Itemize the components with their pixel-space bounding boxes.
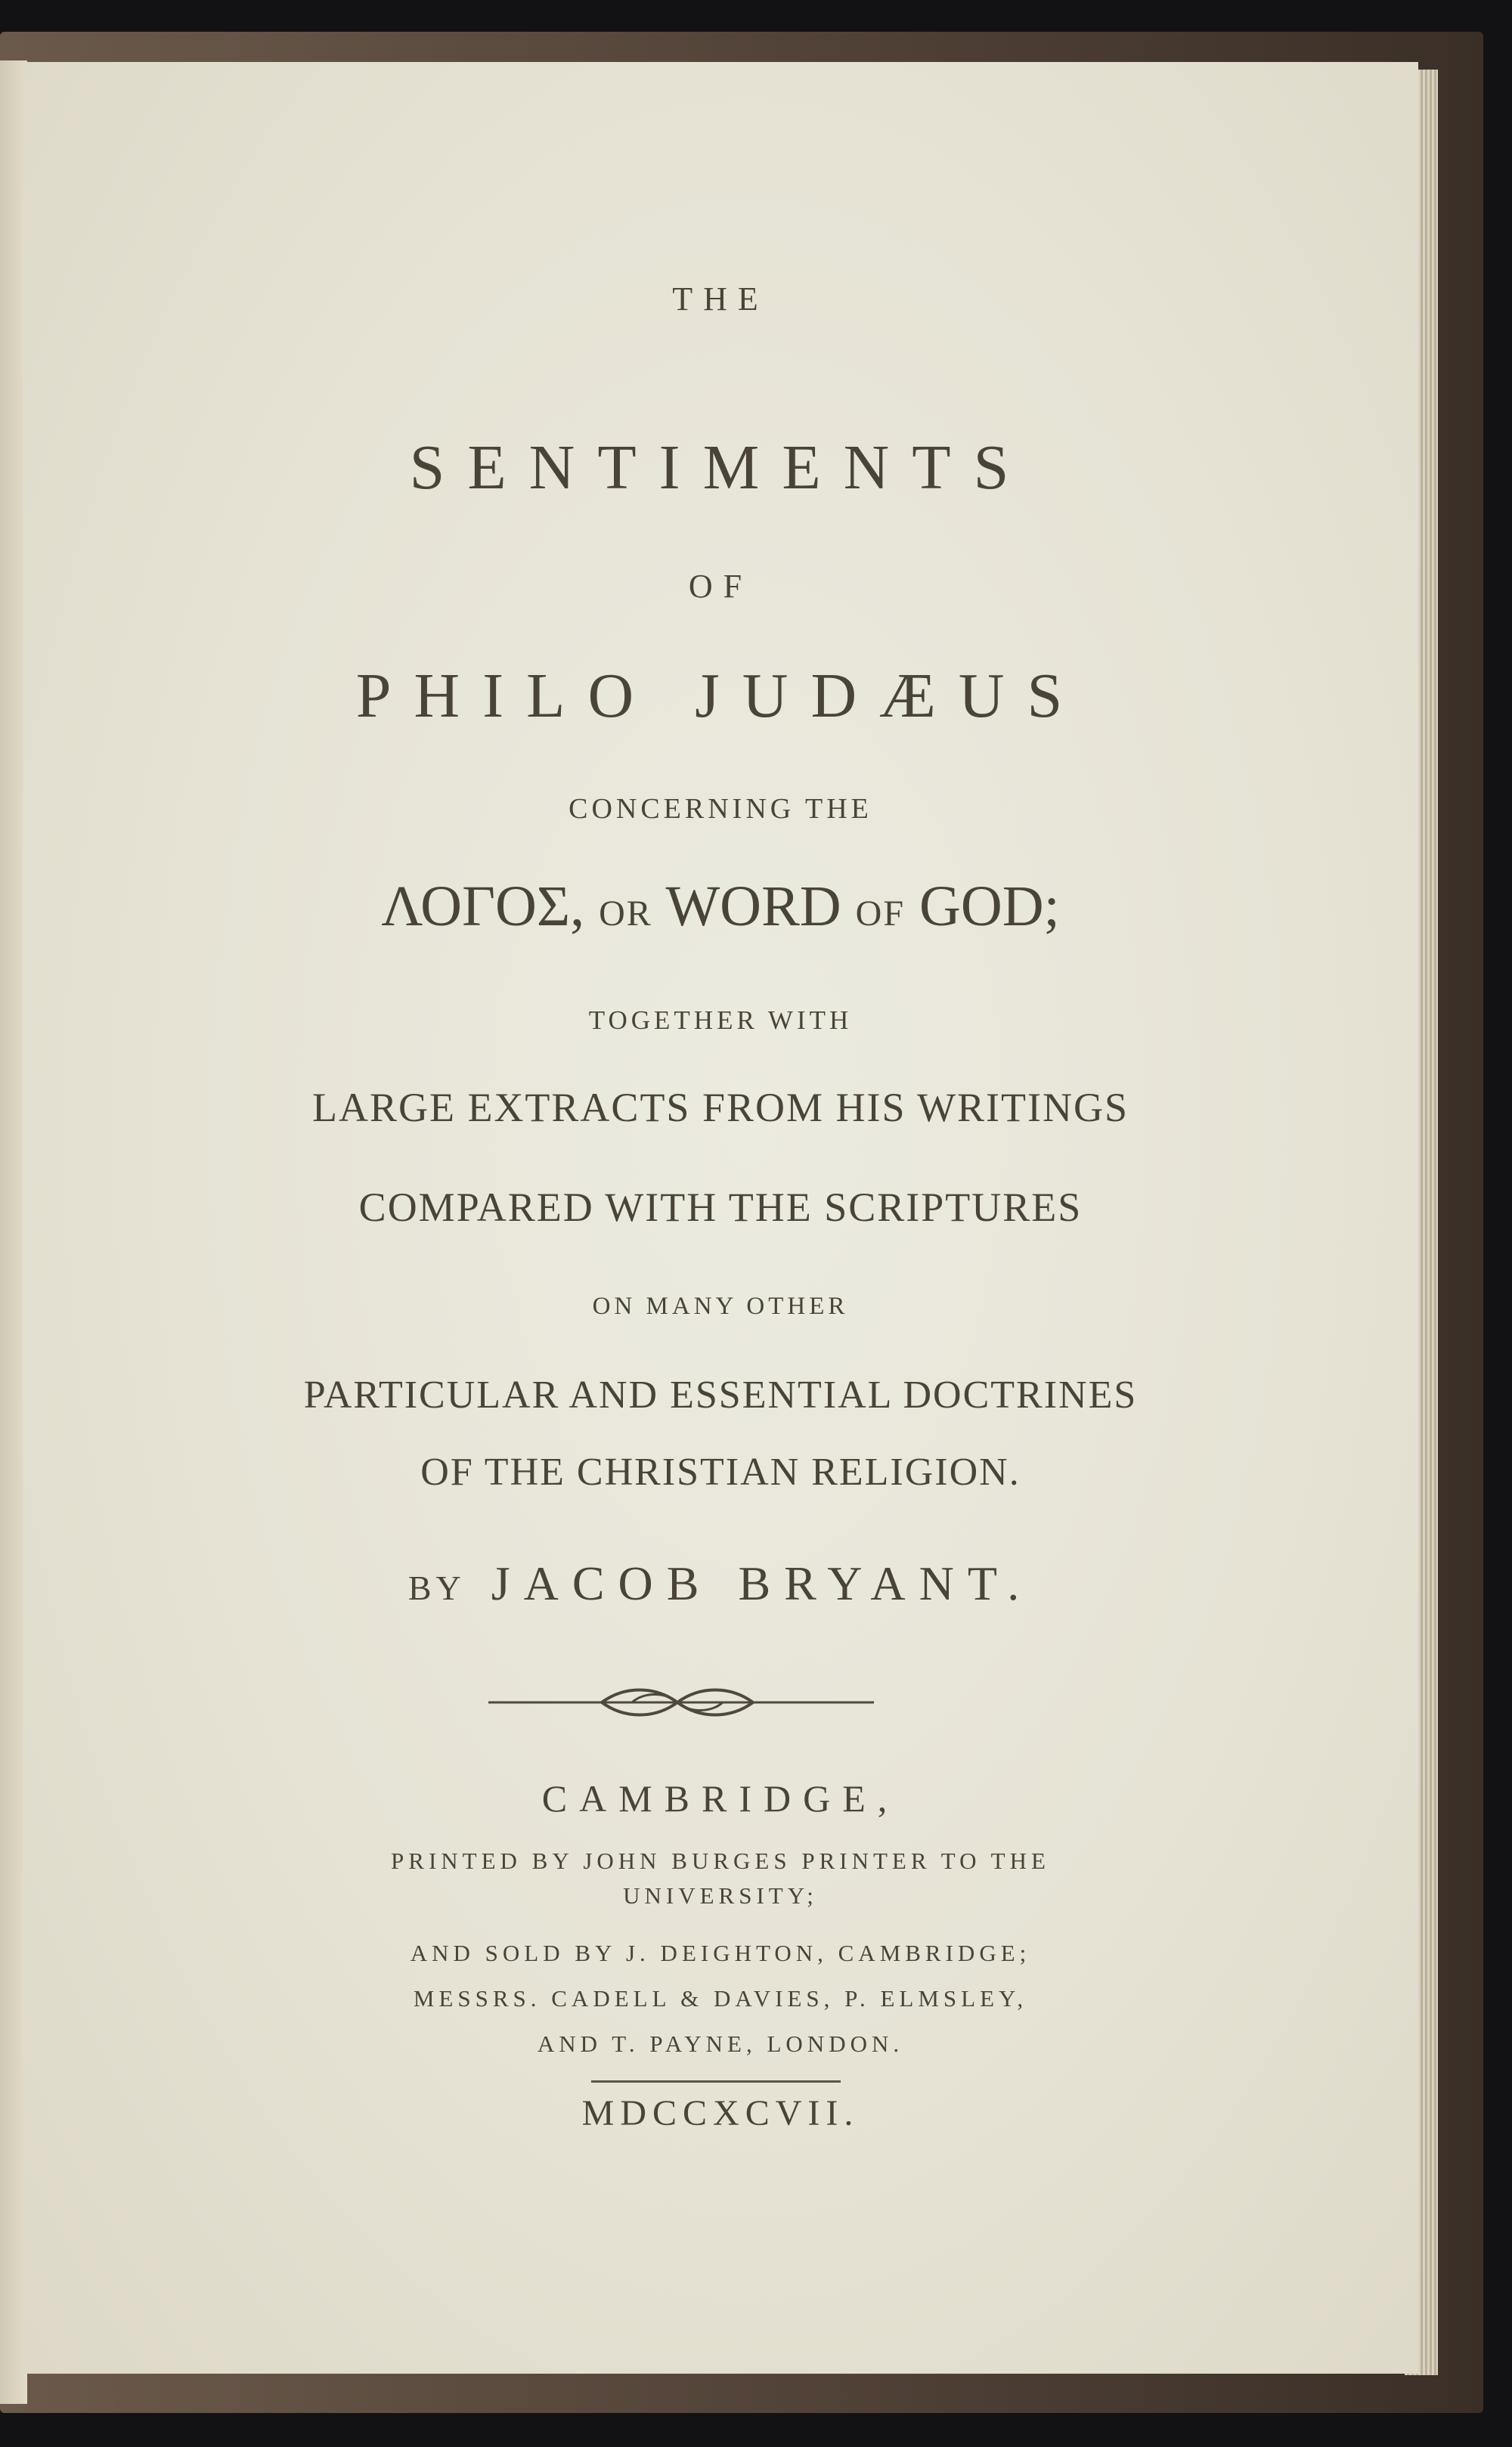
logos-greek: ΛΟΓΟΣ, [381,875,585,938]
title-page [23,62,1418,2374]
author-name: JACOB BRYANT. [491,1556,1033,1610]
imprint-messrs: MESSRS. CADELL & DAVIES, P. ELMSLEY, [413,1985,1028,2012]
imprint-payne: AND T. PAYNE, LONDON. [537,2030,904,2057]
subtitle-compared: COMPARED WITH THE SCRIPTURES [358,1185,1083,1230]
imprint-rule [591,2080,841,2083]
subtitle-large-extracts: LARGE EXTRACTS FROM HIS WRITINGS [311,1085,1129,1130]
subtitle-particular: PARTICULAR AND ESSENTIAL DOCTRINES [303,1374,1138,1417]
subtitle-logos-line [23,874,1418,940]
imprint-printer-line2: UNIVERSITY; [623,1882,818,1909]
title-the: THE [672,280,769,317]
title-of: OF [688,568,753,605]
subtitle-together-with: TOGETHER WITH [588,1005,853,1035]
imprint-city: CAMBRIDGE, [541,1777,900,1820]
logos-of: OF [855,894,906,934]
logos-or: OR [599,894,652,934]
title-philo-judaeus: PHILO JUDÆUS [355,661,1086,731]
author-line [23,1556,1418,1612]
subtitle-on-many-other: ON MANY OTHER [592,1293,849,1320]
title-sentiments: SENTIMENTS [409,432,1032,503]
subtitle-concerning: CONCERNING THE [569,793,872,825]
author-by: BY [407,1569,466,1607]
imprint-printer-line1: PRINTED BY JOHN BURGES PRINTER TO THE [391,1848,1050,1874]
ornament-rule-icon [488,1681,874,1721]
logos-word: WORD [665,875,841,938]
logos-god: GOD; [919,875,1060,938]
imprint-sold-by: AND SOLD BY J. DEIGHTON, CAMBRIDGE; [410,1940,1031,1966]
imprint-date: MDCCXCVII. [581,2093,860,2133]
subtitle-christian-religion: OF THE CHRISTIAN RELIGION. [420,1451,1021,1494]
